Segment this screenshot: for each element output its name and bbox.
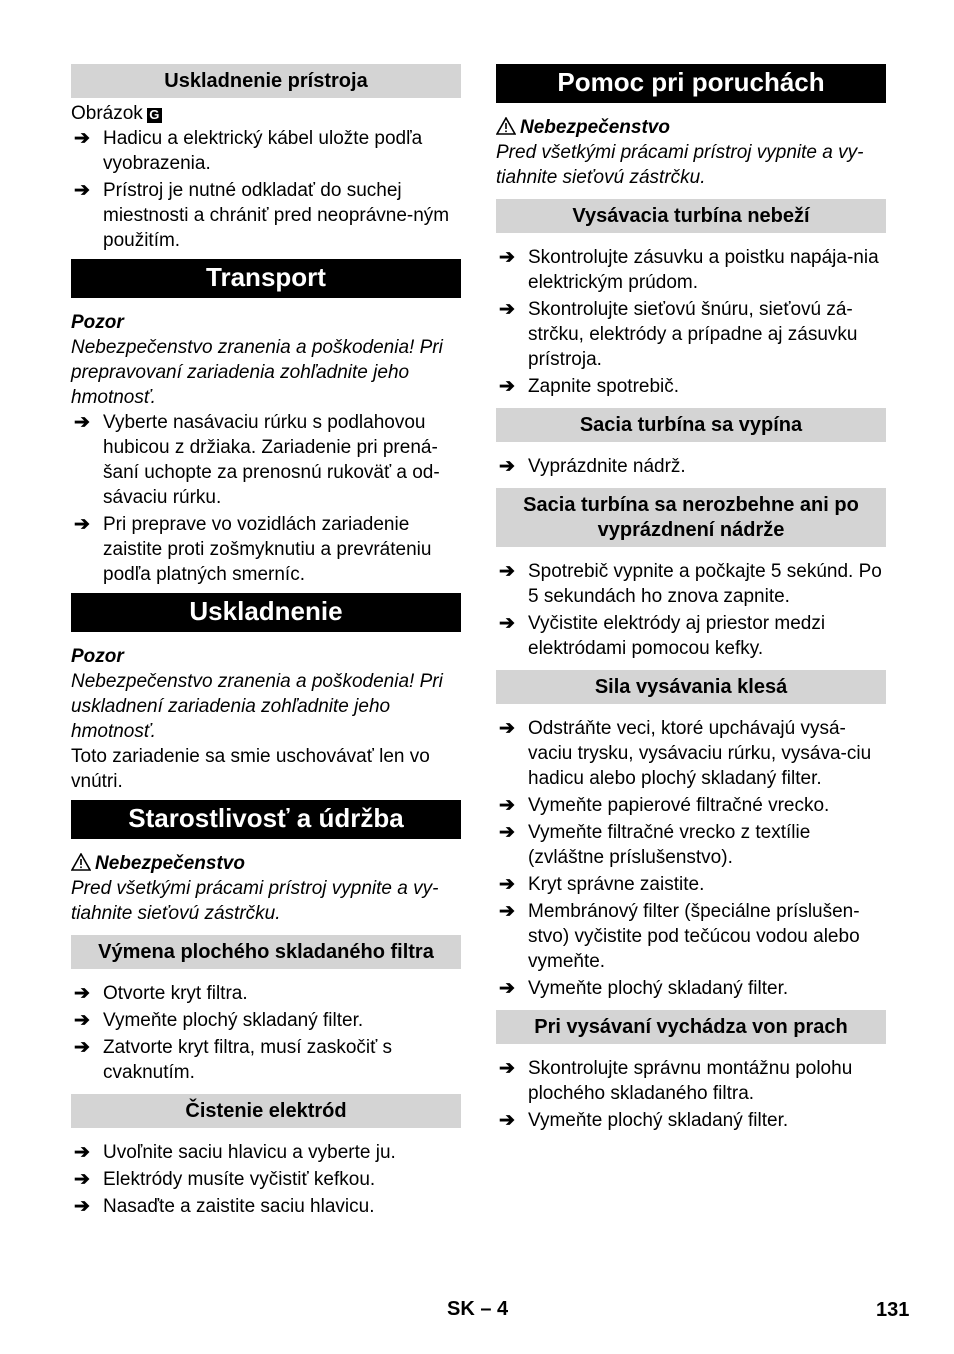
arrow-right-icon: ➔ <box>74 1169 90 1190</box>
arrow-right-icon: ➔ <box>499 561 515 582</box>
list-item: ➔ Spotrebič vypnite a počkajte 5 sekúnd. Po 5 sekundách ho znova zapnite. <box>499 561 882 607</box>
danger-text: Pred všetkými prácami prístroj vypnite a vy-tiahnite sieťovú zástrčku. <box>496 142 864 188</box>
left-column <box>71 64 461 1221</box>
list-item: ➔ Zapnite spotrebič. <box>499 376 680 397</box>
list-item: ➔ Skontrolujte správnu montážnu polohu plochého skladaného filtra. <box>499 1058 853 1104</box>
list-item: ➔ Vymeňte plochý skladaný filter. <box>499 978 789 999</box>
list-item: ➔ Odstráňte veci, ktoré upchávajú vysá-vaciu trysku, vysávaciu rúrku, vysáva-ciu hadicu alebo plochý skladaný filter. <box>499 718 872 789</box>
list-item: ➔ Vyprázdnite nádrž. <box>499 456 686 477</box>
heading-care: Starostlivosť a údržba <box>71 800 461 839</box>
arrow-right-icon: ➔ <box>499 822 515 843</box>
arrow-right-icon: ➔ <box>74 412 90 433</box>
heading-storage-device: Uskladnenie prístroja <box>71 64 461 98</box>
list-item: ➔ Kryt správne zaistite. <box>499 874 705 895</box>
arrow-right-icon: ➔ <box>74 1142 90 1163</box>
list-item: ➔ Membránový filter (špeciálne príslušen-stvo) vyčistite pod tečúcou vodou alebo vymeňte. <box>499 901 860 972</box>
arrow-right-icon: ➔ <box>499 718 515 739</box>
heading-turbine-switches-off: Sacia turbína sa vypína <box>496 408 886 442</box>
list-item: ➔ Vymeňte plochý skladaný filter. <box>74 1010 364 1031</box>
section-list <box>496 559 886 661</box>
arrow-right-icon: ➔ <box>499 299 515 320</box>
heading-filter-replacement: Výmena plochého skladaného filtra <box>71 935 461 969</box>
heading-turbine-not-starting: Sacia turbína sa nerozbehne ani po vyprázdnení nádrže <box>496 488 886 547</box>
heading-troubleshooting: Pomoc pri poruchách <box>496 64 886 103</box>
arrow-right-icon: ➔ <box>499 901 515 922</box>
transport-list <box>71 410 461 587</box>
list-item: ➔ Nasaďte a zaistite saciu hlavicu. <box>74 1196 375 1217</box>
electrodes-list <box>71 1140 461 1219</box>
list-item: ➔ Zatvorte kryt filtra, musí zaskočiť s cvaknutím. <box>74 1037 393 1083</box>
list-item: ➔ Vymeňte plochý skladaný filter. <box>499 1110 789 1131</box>
list-item: ➔ Prístroj je nutné odkladať do suchej miestnosti a chrániť pred neoprávne-ným použitím. <box>74 180 450 251</box>
arrow-right-icon: ➔ <box>499 376 515 397</box>
arrow-right-icon: ➔ <box>74 983 90 1004</box>
figure-reference: Obrázok G <box>71 101 461 126</box>
arrow-right-icon: ➔ <box>74 180 90 201</box>
section-list <box>496 245 886 399</box>
caution-label: Pozor <box>71 312 124 333</box>
danger-text: Pred všetkými prácami prístroj vypnite a vy-tiahnite sieťovú zástrčku. <box>71 878 439 924</box>
list-item: ➔ Vyberte nasávaciu rúrku s podlahovou hubicou z držiaka. Zariadenie pri prená-šaní uchopte za prenosnú rukoväť a od-sávaciu rúrku. <box>74 412 440 508</box>
right-column <box>496 64 886 1135</box>
arrow-right-icon: ➔ <box>499 456 515 477</box>
arrow-right-icon: ➔ <box>499 978 515 999</box>
section-list <box>496 1056 886 1133</box>
heading-suction-decreasing: Sila vysávania klesá <box>496 670 886 704</box>
heading-electrode-cleaning: Čistenie elektród <box>71 1094 461 1128</box>
caution-label: Pozor <box>71 646 124 667</box>
warning-triangle-icon <box>71 851 95 876</box>
list-item: ➔ Skontrolujte sieťovú šnúru, sieťovú zá-strčku, elektródy a prípadne aj zásuvku prístroja. <box>499 299 858 370</box>
danger-label-row: Nebezpečenstvo <box>71 851 461 876</box>
arrow-right-icon: ➔ <box>499 1058 515 1079</box>
warning-triangle-icon <box>496 115 520 140</box>
list-item: ➔ Skontrolujte zásuvku a poistku napája-nia elektrickým prúdom. <box>499 247 879 293</box>
arrow-right-icon: ➔ <box>74 1010 90 1031</box>
list-item: ➔ Uvoľnite saciu hlavicu a vyberte ju. <box>74 1142 396 1163</box>
list-item: ➔ Vymeňte filtračné vrecko z textílie (zvláštne príslušenstvo). <box>499 822 811 868</box>
arrow-right-icon: ➔ <box>74 128 90 149</box>
storage-device-list <box>71 126 461 253</box>
list-item: ➔ Elektródy musíte vyčistiť kefkou. <box>74 1169 376 1190</box>
section-list <box>496 454 886 479</box>
arrow-right-icon: ➔ <box>74 514 90 535</box>
filter-list <box>71 981 461 1085</box>
storage-note: Toto zariadenie sa smie uschovávať len vo vnútri. <box>71 746 430 792</box>
arrow-right-icon: ➔ <box>499 874 515 895</box>
list-item: ➔ Pri preprave vo vozidlách zariadenie zaistite proti zošmyknutiu a prevráteniu podľa platných smerníc. <box>74 514 432 585</box>
danger-label-row: Nebezpečenstvo <box>496 115 886 140</box>
footer-page-number: 131 <box>876 1299 910 1321</box>
section-list <box>496 716 886 1001</box>
heading-turbine-not-running: Vysávacia turbína nebeží <box>496 199 886 233</box>
arrow-right-icon: ➔ <box>499 795 515 816</box>
caution-text: Nebezpečenstvo zranenia a poškodenia! Pri uskladnení zariadenia zohľadnite jeho hmotnosť. <box>71 671 443 742</box>
arrow-right-icon: ➔ <box>499 1110 515 1131</box>
footer-section-page: SK – 4 <box>447 1298 509 1320</box>
list-item: ➔ Vymeňte papierové filtračné vrecko. <box>499 795 830 816</box>
caution-text: Nebezpečenstvo zranenia a poškodenia! Pri prepravovaní zariadenia zohľadnite jeho hmotnosť. <box>71 337 443 408</box>
arrow-right-icon: ➔ <box>74 1196 90 1217</box>
heading-storage: Uskladnenie <box>71 593 461 632</box>
figure-letter-box: G <box>147 108 162 123</box>
arrow-right-icon: ➔ <box>499 613 515 634</box>
heading-dust-escaping: Pri vysávaní vychádza von prach <box>496 1010 886 1044</box>
arrow-right-icon: ➔ <box>499 247 515 268</box>
heading-transport: Transport <box>71 259 461 298</box>
list-item: ➔ Otvorte kryt filtra. <box>74 983 248 1004</box>
arrow-right-icon: ➔ <box>74 1037 90 1058</box>
list-item: ➔ Vyčistite elektródy aj priestor medzi elektródami pomocou kefky. <box>499 613 826 659</box>
list-item: ➔ Hadicu a elektrický kábel uložte podľa vyobrazenia. <box>74 128 423 174</box>
